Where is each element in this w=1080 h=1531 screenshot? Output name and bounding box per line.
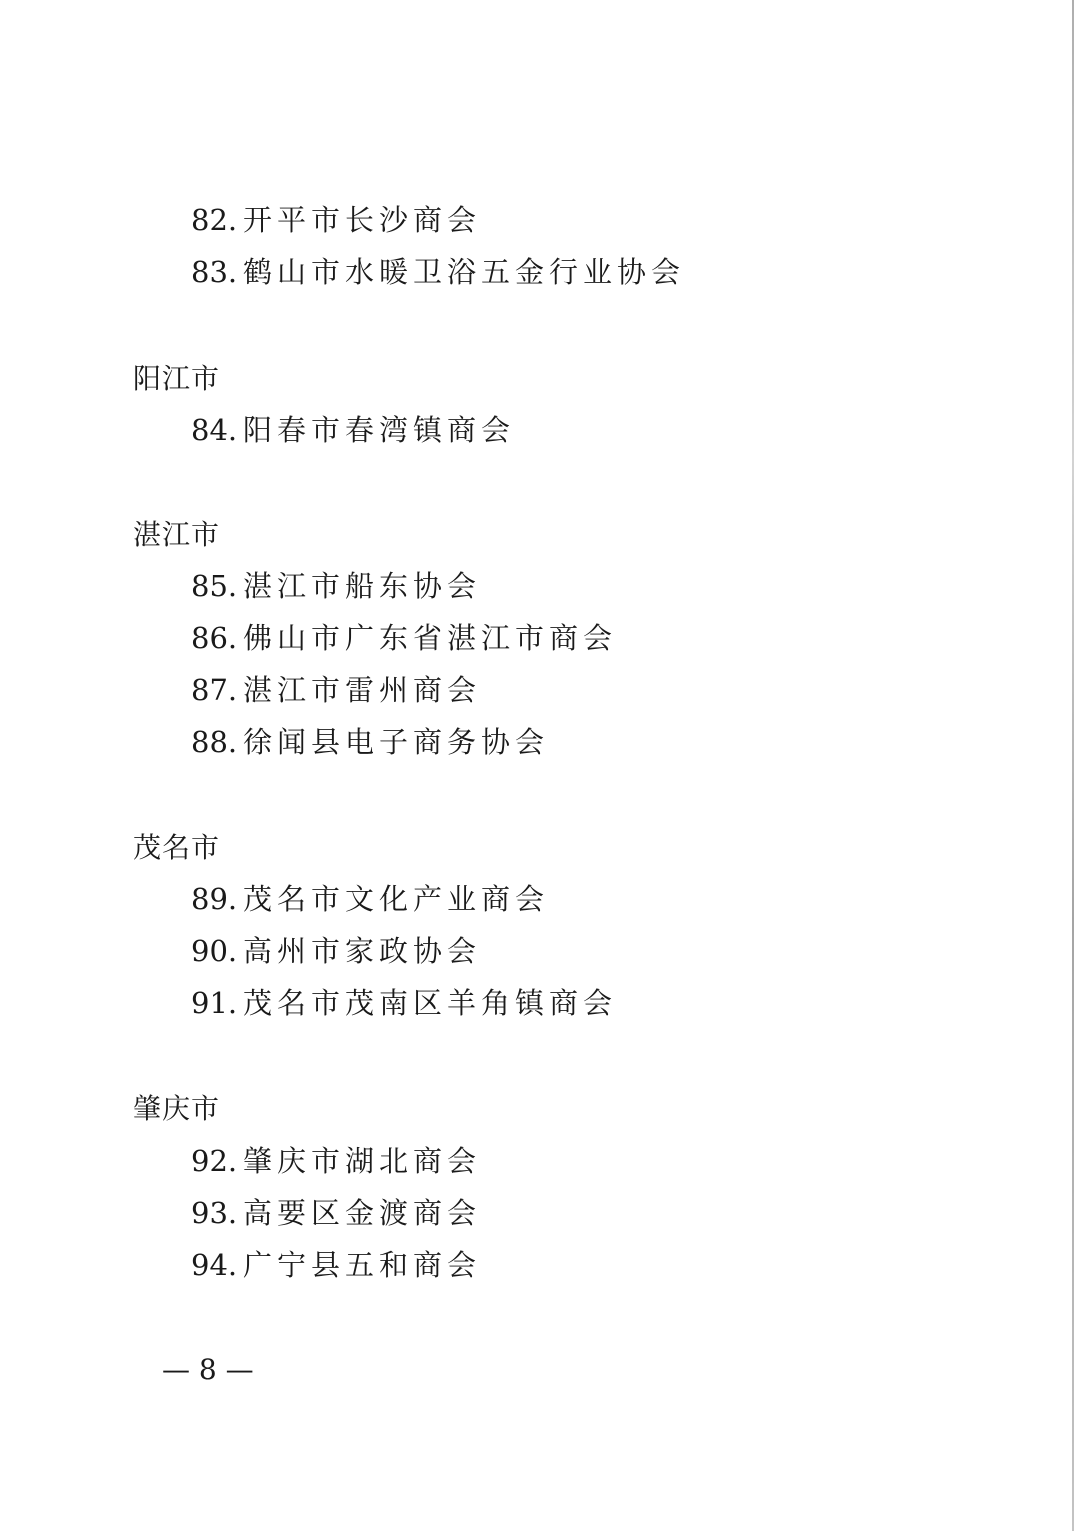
item-number: 84. bbox=[191, 413, 238, 447]
item-text: 湛江市船东协会 bbox=[243, 569, 482, 603]
section-heading-maoming: 茂名市 bbox=[133, 831, 221, 864]
item-number: 91. bbox=[191, 986, 238, 1020]
list-item-85 bbox=[191, 568, 481, 604]
list-item-86 bbox=[191, 620, 617, 656]
list-item-83 bbox=[191, 254, 685, 290]
item-text: 佛山市广东省湛江市商会 bbox=[243, 621, 618, 655]
item-number: 86. bbox=[191, 621, 238, 655]
item-text: 高州市家政协会 bbox=[243, 934, 482, 968]
section-heading-yangjiang: 阳江市 bbox=[133, 362, 221, 395]
item-number: 85. bbox=[191, 569, 238, 603]
list-item-92 bbox=[191, 1143, 481, 1179]
section-heading-zhaoqing: 肇庆市 bbox=[133, 1092, 221, 1125]
list-item-88 bbox=[191, 724, 549, 760]
item-number: 82. bbox=[191, 203, 238, 237]
item-text: 湛江市雷州商会 bbox=[243, 673, 482, 707]
item-text: 鹤山市水暖卫浴五金行业协会 bbox=[243, 255, 686, 289]
list-item-90 bbox=[191, 933, 481, 969]
item-number: 88. bbox=[191, 725, 238, 759]
list-item-84 bbox=[191, 412, 515, 448]
list-item-91 bbox=[191, 985, 617, 1021]
item-number: 87. bbox=[191, 673, 238, 707]
item-number: 83. bbox=[191, 255, 238, 289]
list-item-93 bbox=[191, 1195, 481, 1231]
item-text: 开平市长沙商会 bbox=[243, 203, 482, 237]
item-text: 肇庆市湖北商会 bbox=[243, 1144, 482, 1178]
item-text: 阳春市春湾镇商会 bbox=[243, 413, 516, 447]
list-item-87 bbox=[191, 672, 481, 708]
item-number: 93. bbox=[191, 1196, 238, 1230]
item-text: 广宁县五和商会 bbox=[243, 1248, 482, 1282]
list-item-89 bbox=[191, 881, 549, 917]
item-text: 高要区金渡商会 bbox=[243, 1196, 482, 1230]
item-number: 90. bbox=[191, 934, 238, 968]
item-text: 茂名市茂南区羊角镇商会 bbox=[243, 986, 618, 1020]
page-edge-shadow bbox=[1072, 0, 1074, 1531]
item-number: 94. bbox=[191, 1248, 238, 1282]
item-text: 茂名市文化产业商会 bbox=[243, 882, 550, 916]
list-item-82 bbox=[191, 202, 481, 238]
section-heading-zhanjiang: 湛江市 bbox=[133, 518, 221, 551]
item-number: 92. bbox=[191, 1144, 238, 1178]
list-item-94 bbox=[191, 1247, 481, 1283]
item-text: 徐闻县电子商务协会 bbox=[243, 725, 550, 759]
item-number: 89. bbox=[191, 882, 238, 916]
page-number: — 8 — bbox=[162, 1353, 254, 1386]
